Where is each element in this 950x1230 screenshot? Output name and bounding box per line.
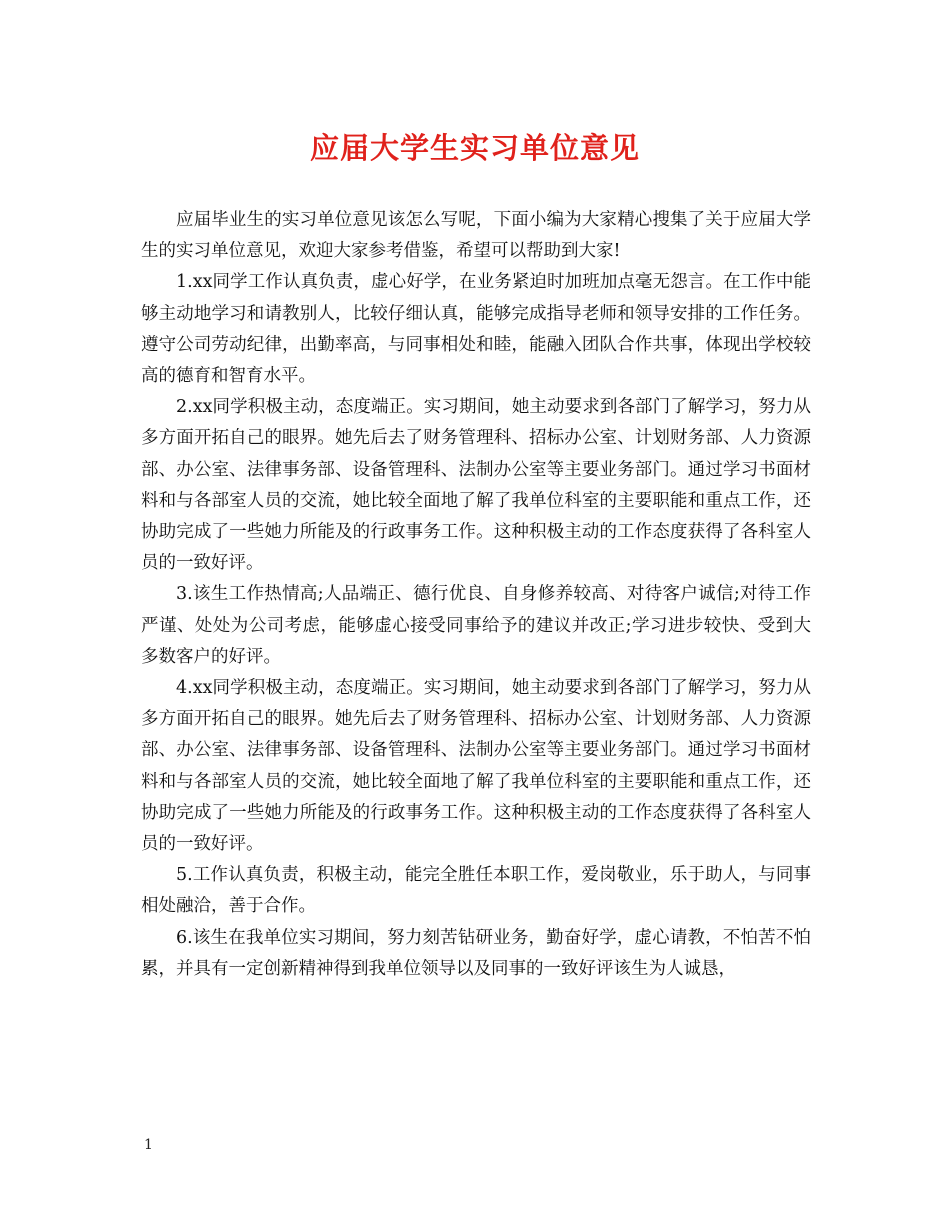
document-title: 应届大学生实习单位意见 [309,131,640,165]
page-number: 1 [144,1137,153,1153]
opinion-paragraph-2: 2.xx同学积极主动，态度端正。实习期间，她主动要求到各部门了解学习，努力从多方面开拓自己的眼界。她先后去了财务管理科、招标办公室、计划财务部、人力资源部、办公室、法律事务部、设备管理科、法制办公室等主要业务部门。通过学习书面材料和与各部室人员的交流，她比较全面地了解了我单位科室的主要职能和重点工作，还协助完成了一些她力所能及的行政事务工作。这种积极主动的工作态度获得了各科室人员的一致好评。 [141,397,811,574]
opinion-paragraph-5: 5.工作认真负责，积极主动，能完全胜任本职工作，爱岗敬业，乐于助人，与同事相处融洽，善于合作。 [141,865,811,917]
opinion-paragraph-3: 3.该生工作热情高;人品端正、德行优良、自身修养较高、对待客户诚信;对待工作严谨、处处为公司考虑，能够虚心接受同事给予的建议并改正;学习进步较快、受到大多数客户的好评。 [141,584,811,667]
intro-paragraph: 应届毕业生的实习单位意见该怎么写呢，下面小编为大家精心搜集了关于应届大学生的实习单位意见，欢迎大家参考借鉴，希望可以帮助到大家! [141,210,811,262]
opinion-paragraph-4: 4.xx同学积极主动，态度端正。实习期间，她主动要求到各部门了解学习，努力从多方面开拓自己的眼界。她先后去了财务管理科、招标办公室、计划财务部、人力资源部、办公室、法律事务部、设备管理科、法制办公室等主要业务部门。通过学习书面材料和与各部室人员的交流，她比较全面地了解了我单位科室的主要职能和重点工作，还协助完成了一些她力所能及的行政事务工作。这种积极主动的工作态度获得了各科室人员的一致好评。 [141,678,811,855]
document-body [141,205,811,985]
opinion-paragraph-1: 1.xx同学工作认真负责，虚心好学，在业务紧迫时加班加点毫无怨言。在工作中能够主动地学习和请教别人，比较仔细认真，能够完成指导老师和领导安排的工作任务。遵守公司劳动纪律，出勤率高，与同事相处和睦，能融入团队合作共事，体现出学校较高的德育和智育水平。 [141,272,811,387]
opinion-paragraph-6: 6.该生在我单位实习期间，努力刻苦钻研业务，勤奋好学，虚心请教，不怕苦不怕累，并具有一定创新精神得到我单位领导以及同事的一致好评该生为人诚恳， [141,927,811,979]
